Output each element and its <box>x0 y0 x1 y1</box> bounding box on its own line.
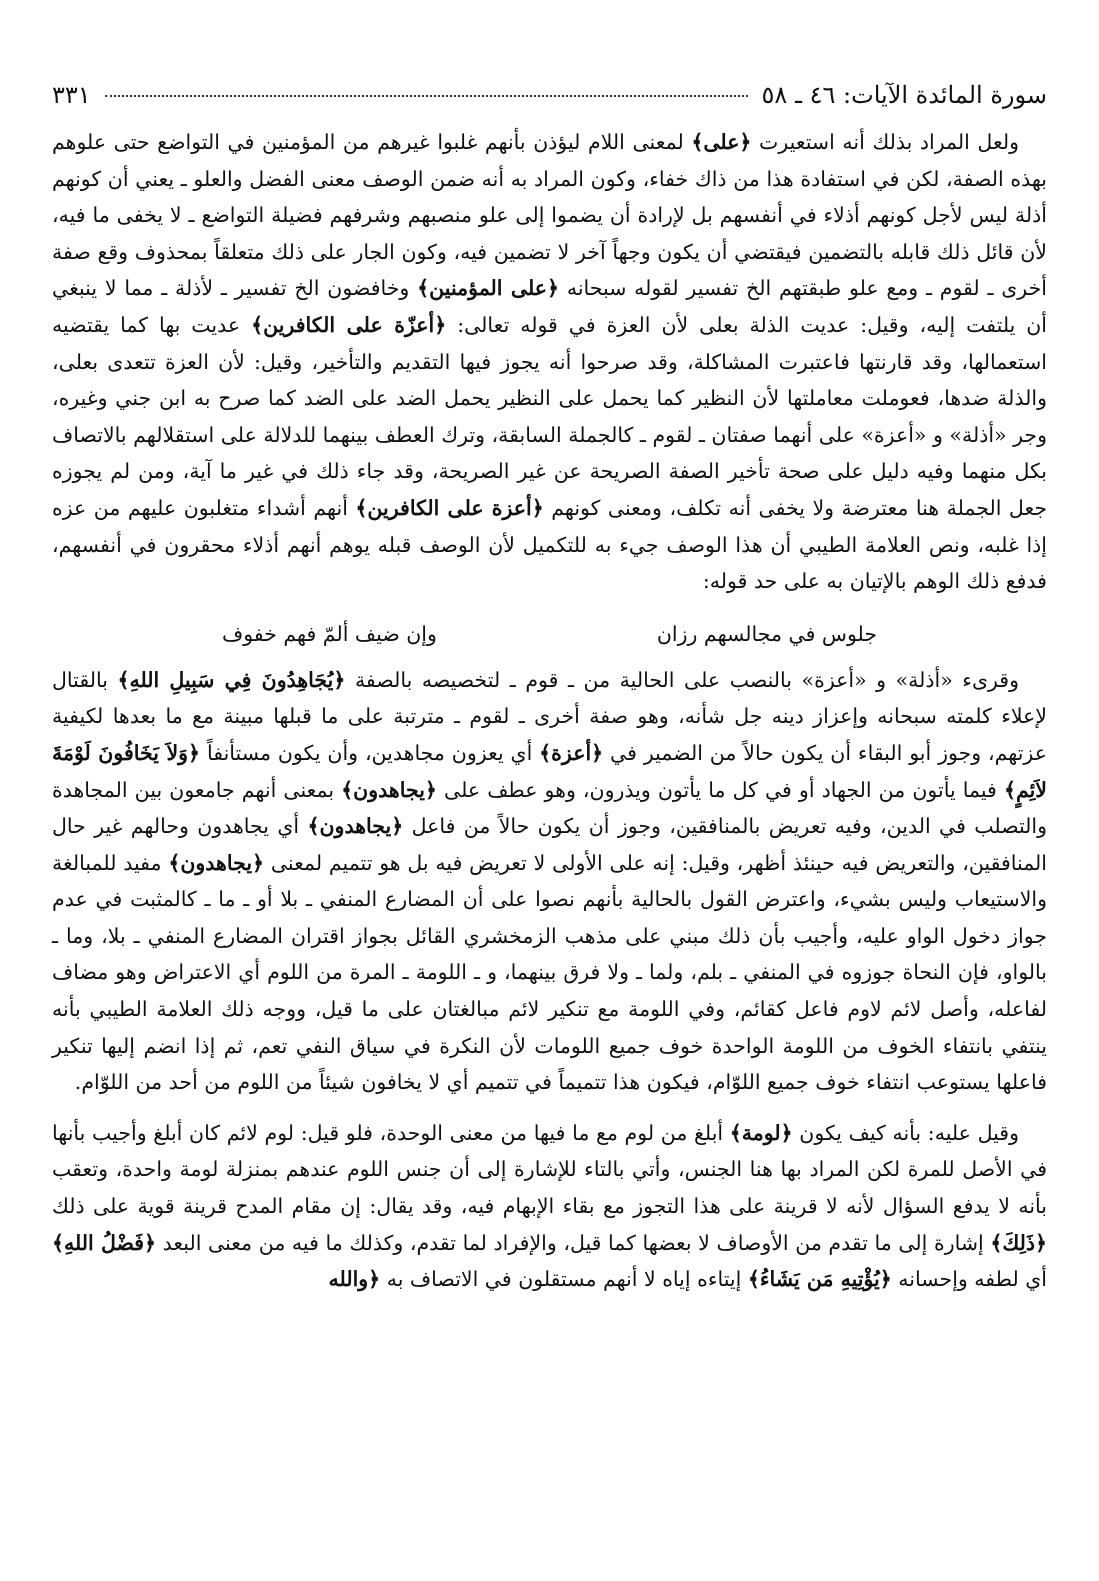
text-run: فيما يأتون من الجهاد أو في كل ما يأتون ويذرون، وهو عطف على <box>436 777 1004 802</box>
quran-quote: ﴿يجاهدون﴾ <box>307 814 404 839</box>
quran-quote: ﴿على﴾ <box>691 130 752 154</box>
text-run: بمعنى أنهم جامعون بين المجاهدة والتصلب في الدين، وفيه تعريض بالمنافقين، وجوز أن يكون حالاً من فاعل <box>52 777 1047 839</box>
text-run: أبلغ من لوم مع ما فيها من معنى الوحدة، فلو قيل: لوم لائم كان أبلغ وأجيب بأنها في الأصل للمرة لكن المراد بها هنا الجنس، وأتي بالتاء للإشارة إلى أن جنس اللوم عندهم بمنزلة لومة واحدة، وتعقب بأنه لا يدفع السؤال لأنه لا قرينة على هذا التجوز مع بقاء الإبهام فيه، وقد يقال: إن مقام المدح قرينة قوية على ذلك <box>52 1120 1047 1219</box>
paragraph-3 <box>52 1115 1047 1298</box>
page-number: ٣٣١ <box>52 81 91 109</box>
poetry-verse <box>52 614 1047 654</box>
text-run: أي يعزون مجاهدين، وأن يكون مستأنفاً <box>200 740 540 765</box>
text-run: بالقتال لإعلاء كلمته سبحانه وإعزاز دينه جل شأنه، وهو صفة أخرى ـ لقوم ـ مترتبة على ما قبلها مبينة مع ما بعدها لكيفية عزتهم، وجوز أبو البقاء أن يكون حالاً من الضمير في <box>52 667 1047 765</box>
text-run: أنهم أشداء متغلبون عليهم من عزه إذا غلبه، ونص العلامة الطيبي أن هذا الوصف جيء به للتكميل لأن الوصف قبله يوهم أنهم أذلاء محقرون في أنفسهم، فدفع ذلك الوهم بالإتيان به على حد قوله: <box>52 495 1047 594</box>
text-run: وقيل عليه: بأنه كيف يكون <box>792 1120 1019 1145</box>
verse-second-hemistich: وإن ضيف ألمّ فهم خفوف <box>222 621 437 646</box>
text-run: إيتاءه إياه لا أنهم مستقلون في الاتصاف به <box>380 1267 748 1292</box>
text-run: أي يجاهدون وحالهم غير حال المنافقين، والتعريض فيه حينئذ أظهر، وقيل: إنه على الأولى لا تعريض فيه بل هو تتميم لمعنى <box>52 814 1048 875</box>
quran-quote: ﴿وَلاَ يَخَافُونَ لَوْمَةَ لاَئِمٍ﴾ <box>52 740 1047 802</box>
page-body <box>52 124 1047 1298</box>
text-run: لمعنى اللام ليؤذن بأنهم غلبوا غيرهم من المؤمنين في التواضع حتى علوهم بهذه الصفة، لكن في استفادة هذا من ذاك خفاء، وكون المراد به أنه ضمن الوصف معنى الفضل والعلو ـ يعني أن كونهم أذلة ليس لأجل كونهم أذلاء في أنفسهم بل لإرادة أن يضموا إلى علو منصبهم وشرفهم فضيلة التواضع ـ لا يخفى ما فيه، لأن قائل ذلك قابله بالتضمين فيقتضي أن يكون وجهاً آخر لا تضمين فيه، وكون الجار على ذلك متعلقاً بمحذوف وقع صفة أخرى ـ لقوم ـ ومع علو طبقتهم الخ تفسير لقوله سبحانه <box>52 130 1047 301</box>
text-run: وخافضون الخ تفسير ـ لأذلة ـ مما لا ينبغي أن يلتفت إليه، وقيل: عديت الذلة بعلى لأن العزة في قوله تعالى: <box>52 276 1047 337</box>
running-header <box>52 78 1047 118</box>
verse-first-hemistich: جلوس في مجالسهم رزان <box>656 621 878 646</box>
quran-quote: ﴿فَضْلُ اللهِ﴾ <box>52 1230 157 1255</box>
chapter-title: سورة المائدة الآيات: ٤٦ ـ ٥٨ <box>761 81 1047 109</box>
quran-quote: ﴿يُجَاهِدُونَ فِي سَبِيلِ اللهِ﴾ <box>117 667 346 692</box>
quran-quote: ﴿أعزة على الكافرين﴾ <box>355 495 544 520</box>
text-run: إشارة إلى ما تقدم من الأوصاف لا بعضها كما قيل، والإفراد لما تقدم، وكذلك ما فيه من معنى البعد <box>156 1230 991 1255</box>
paragraph-2 <box>52 662 1047 1101</box>
text-run: وقرىء «أذلة» و «أعزة» بالنصب على الحالية من ـ قوم ـ لتخصيصه بالصفة <box>345 667 1020 692</box>
quran-quote: ﴿أعزّة على الكافرين﴾ <box>251 312 447 337</box>
text-run: ولعل المراد بذلك أنه استعيرت <box>751 130 1019 154</box>
quran-quote: ﴿أعزة﴾ <box>539 740 604 765</box>
quran-quote: ﴿لومة﴾ <box>729 1120 793 1145</box>
header-dotted-leader <box>105 95 748 97</box>
quran-quote: ﴿ذَلِكَ﴾ <box>990 1230 1047 1255</box>
quran-quote: ﴿يجاهدون﴾ <box>341 777 437 802</box>
paragraph-1 <box>52 124 1047 600</box>
quran-quote: ﴿يُؤْتِيهِ مَن يَشَاءُ﴾ <box>747 1267 892 1292</box>
text-run: أي لطفه وإحسانه <box>891 1267 1047 1292</box>
text-run: عديت بها كما يقتضيه استعمالها، وقد قارنتها فاعتبرت المشاكلة، وقد صرحوا أنه يجوز فيها التقديم والتأخير، وقيل: لأن العزة تتعدى بعلى، والذلة ضدها، فعوملت معاملتها لأن النظير كما يحمل على النظير يحمل الضد على الضد كما صرح به ابن جني وغيره، وجر «أذلة» و «أعزة» على أنهما صفتان ـ لقوم ـ كالجملة السابقة، وترك العطف بينهما للدلالة على استقلالهم بالاتصاف بكل منهما وفيه دليل على صحة تأخير الصفة الصريحة عن غير الصريحة، وقد جاء ذلك في غير ما آية، ومن لم يجوزه جعل الجملة هنا معترضة ولا يخفى أنه تكلف، ومعنى كونهم <box>52 312 1047 520</box>
quran-quote: ﴿يجاهدون﴾ <box>168 850 265 875</box>
quran-quote: ﴿على المؤمنين﴾ <box>417 276 560 301</box>
quran-quote: ﴿والله <box>328 1267 381 1292</box>
text-run: مفيد للمبالغة والاستيعاب وليس بشيء، واعترض القول بالحالية بأنهم نصوا على أن المضارع المنفي ـ بلا أو ـ ما ـ كالمثبت في عدم جواز دخول الواو عليه، وأجيب بأن ذلك مبني على مذهب الزمخشري القائل بجواز اقتران المضارع المنفي ـ بلا، وما ـ بالواو، فإن النحاة جوزوه في المنفي ـ بلم، ولما ـ ولا فرق بينهما، و ـ اللومة ـ المرة من اللوم أي الاعتراض وهو مضاف لفاعله، وأصل لائم لاوم فاعل كقائم، وفي اللومة مع تنكير لائم مبالغتان على ما قيل، ووجه ذلك العلامة الطيبي بأنه ينتفي بانتفاء الخوف من اللومة الواحدة خوف جميع اللومات لأن النكرة في سياق النفي تعم، ثم إذا انضم إليها تنكير فاعلها يستوعب انتفاء خوف جميع اللوّام، فيكون هذا تتميماً في تتميم أي لا يخافون شيئاً من اللوم من أحد من اللوّام. <box>52 850 1047 1095</box>
